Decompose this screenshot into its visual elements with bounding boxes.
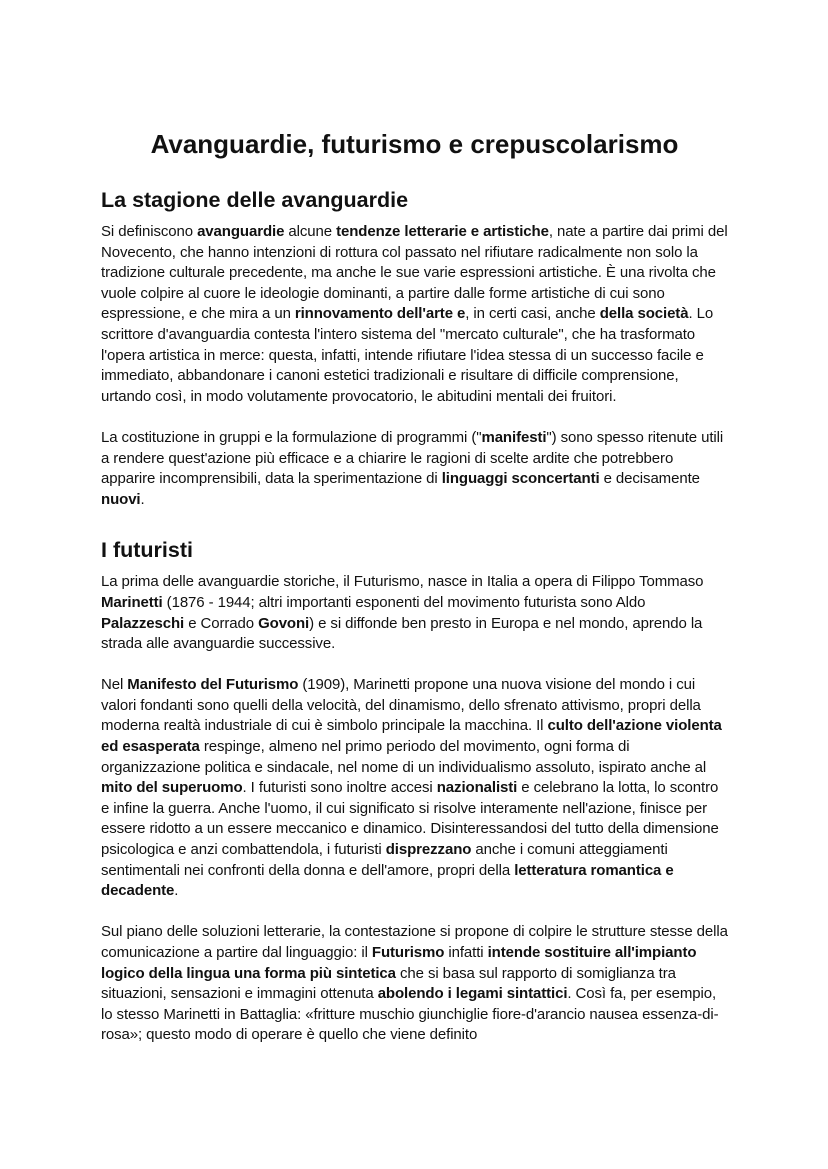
paragraph	[101, 572, 728, 654]
bold-text: culto dell'azione violenta ed esasperata	[101, 717, 722, 756]
bold-text: Palazzeschi	[101, 614, 185, 632]
text-run: Nel	[101, 676, 128, 694]
bold-text: avanguardie	[197, 223, 285, 240]
text-run: . Lo scrittore d'avanguardia contesta l'intero sistema del "mercato culturale", che ha trasformato l'opera artistica in merce: questa, infatti, intende rifiutare l'idea stessa di un successo facile e immediato, abbandonare i canoni estetici tradizionali e risultare di difficile comprensione, urtando così, in modo volutamente provocatorio, le abitudini mentali dei fruitori.	[101, 305, 714, 405]
document-title: Avanguardie, futurismo e crepuscolarismo	[150, 129, 679, 159]
bold-text: abolendo i legami sintattici	[377, 985, 568, 1003]
text-run: La costituzione in gruppi e la formulazione di programmi ("	[101, 428, 482, 446]
bold-text: Marinetti	[101, 593, 163, 611]
text-run: Si definiscono	[101, 223, 198, 240]
bold-text: intende sostituire all'impianto logico della lingua una forma più sintetica	[101, 944, 697, 982]
bold-text: Govoni	[258, 614, 310, 632]
text-run: infatti	[444, 944, 488, 961]
document-body	[101, 186, 728, 1046]
text-run: e celebrano la lotta, lo scontro e infine la guerra. Anche l'uomo, il cui significato si risolve interamente nell'azione, finisce per essere ridotto a un essere meccanico e dinamico. Disinteressandosi del tutto della dimensione psicologica e anzi combattendola, i futuristi	[101, 779, 719, 859]
text-run: (1909), Marinetti propone una nuova visione del mondo i cui valori fondanti sono quelli della velocità, del dinamismo, dello sfrenato attivismo, propri della moderna realtà industriale di cui è simbolo principale la macchina. Il	[101, 676, 701, 735]
paragraph	[101, 222, 728, 407]
text-run: e Corrado	[184, 614, 259, 632]
section-heading: La stagione delle avanguardie	[101, 188, 409, 212]
text-run: . Così fa, per esempio, lo stesso Marinetti in Battaglia: «fritture muschio giunchiglie fiore-d'arancio nausea essenza-di-rosa»; questo modo di operare è quello che viene definito	[101, 985, 719, 1044]
bold-text: mito del superuomo	[101, 779, 243, 797]
bold-text: nazionalisti	[436, 779, 518, 797]
paragraph	[101, 428, 728, 510]
text-run: ) e si diffonde ben presto in Europa e nel mondo, aprendo la strada alle avanguardie successive.	[101, 614, 703, 653]
bold-text: letteratura romantica e decadente	[101, 861, 674, 900]
bold-text: nuovi	[101, 490, 141, 508]
bold-text: linguaggi sconcertanti	[441, 470, 600, 488]
section-heading: I futuristi	[101, 538, 193, 563]
text-run: . I futuristi sono inoltre accesi	[242, 779, 437, 797]
text-run: e decisamente	[599, 470, 700, 488]
text-run: , in certi casi, anche	[465, 305, 600, 323]
text-run: alcune	[284, 223, 337, 240]
paragraph	[101, 675, 728, 902]
bold-text: disprezzano	[385, 841, 472, 859]
text-run: (1876 - 1944; altri importanti esponenti del movimento futurista sono Aldo	[162, 593, 646, 611]
text-run: Sul piano delle soluzioni letterarie, la contestazione si propone di colpire le strutture stesse della comunicazione a partire dal linguaggio: il	[101, 923, 728, 961]
text-run: che si basa sul rapporto di somiglianza tra situazioni, sensazioni e immagini ottenuta	[101, 964, 676, 1003]
text-run: anche i comuni atteggiamenti sentimentali nei confronti della donna e dell'amore, propri della	[101, 841, 668, 879]
text-run: La prima delle avanguardie storiche, il Futurismo, nasce in Italia a opera di Filippo Tommaso	[101, 573, 704, 591]
bold-text: manifesti	[481, 428, 547, 446]
text-run: .	[174, 882, 179, 900]
bold-text: Futurismo	[371, 944, 445, 961]
text-run: .	[140, 490, 145, 508]
text-run: respinge, almeno nel primo periodo del movimento, ogni forma di organizzazione politica e sindacale, nel nome di un individualismo assoluto, ispirato anche al	[101, 738, 707, 776]
bold-text: tendenze letterarie e artistiche	[336, 223, 549, 240]
bold-text: Manifesto del Futurismo	[127, 676, 299, 694]
paragraph	[101, 922, 728, 1046]
bold-text: rinnovamento dell'arte e	[294, 305, 466, 323]
text-run: ") sono spesso ritenute utili a rendere quest'azione più efficace e a chiarire le ragioni di scelte ardite che potrebbero apparire incomprensibili, data la sperimentazione di	[101, 428, 724, 488]
bold-text: della società	[599, 305, 689, 323]
text-run: , nate a partire dai primi del Novecento, che hanno intenzioni di rottura col passato nel rifiutare radicalmente non solo la tradizione culturale precedente, ma anche le sue varie espressioni artistiche. È una rivolta che vuole colpire al cuore le ideologie dominanti, a partire dalle forme artistiche di cui sono espressione, e che mira a un	[101, 223, 728, 323]
